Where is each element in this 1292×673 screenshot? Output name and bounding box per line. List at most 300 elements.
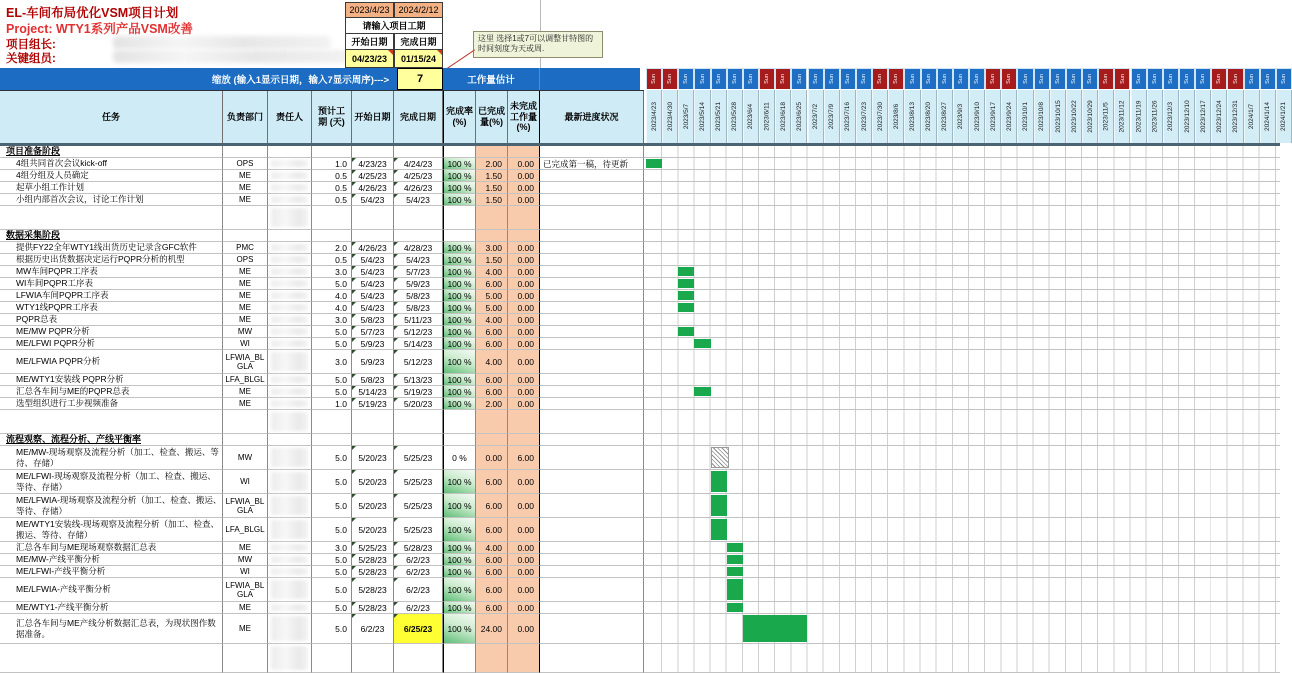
task-name-cell[interactable]: ME/LFWI-产线平衡分析 — [0, 566, 223, 578]
completion-rate-cell[interactable]: 100 % — [443, 554, 476, 566]
remaining-work-cell[interactable]: 0.00 — [508, 338, 540, 350]
task-name-cell[interactable]: 小组内部首次会议，讨论工作计划 — [0, 194, 223, 206]
end-date-input[interactable]: 01/15/24 — [394, 49, 443, 68]
week-date-header[interactable] — [678, 90, 694, 143]
week-day-header[interactable] — [808, 68, 824, 89]
duration-days-cell[interactable]: 3.0 — [312, 542, 352, 554]
responsible-person-cell[interactable] — [268, 434, 312, 446]
gantt-bar[interactable] — [711, 495, 727, 516]
week-day-header[interactable] — [1195, 68, 1211, 89]
week-date-header[interactable] — [1179, 90, 1195, 143]
duration-days-cell[interactable]: 4.0 — [312, 302, 352, 314]
start-date-cell[interactable] — [352, 434, 394, 446]
progress-status-cell[interactable] — [540, 230, 644, 242]
week-date-header[interactable] — [953, 90, 969, 143]
remaining-work-cell[interactable]: 0.00 — [508, 242, 540, 254]
completion-rate-cell[interactable]: 100 % — [443, 614, 476, 644]
task-name-cell[interactable]: 汇总各车间与ME产线分析数据汇总表，为现状图作数据准备。 — [0, 614, 223, 644]
responsible-person-cell[interactable] — [268, 146, 312, 158]
progress-status-cell[interactable] — [540, 326, 644, 338]
department-cell[interactable]: ME — [223, 302, 268, 314]
section-title-cell[interactable]: 项目准备阶段 — [0, 146, 223, 158]
responsible-person-cell[interactable] — [268, 326, 312, 338]
department-cell[interactable] — [223, 206, 268, 230]
completion-rate-cell[interactable] — [443, 434, 476, 446]
progress-status-cell[interactable] — [540, 494, 644, 518]
finish-date-cell[interactable]: 5/25/23 — [394, 518, 443, 542]
week-date-header[interactable] — [1227, 90, 1243, 143]
completed-amount-cell[interactable]: 6.00 — [476, 278, 508, 290]
responsible-person-cell[interactable] — [268, 374, 312, 386]
finish-date-cell[interactable]: 6/2/23 — [394, 578, 443, 602]
responsible-person-cell[interactable] — [268, 518, 312, 542]
start-date-cell[interactable]: 5/4/23 — [352, 302, 394, 314]
remaining-work-cell[interactable]: 0.00 — [508, 386, 540, 398]
completed-amount-cell[interactable]: 3.00 — [476, 242, 508, 254]
responsible-person-cell[interactable] — [268, 644, 312, 673]
start-date-cell[interactable]: 5/4/23 — [352, 266, 394, 278]
remaining-work-cell[interactable]: 0.00 — [508, 614, 540, 644]
week-day-header[interactable] — [1131, 68, 1147, 89]
section-title-cell[interactable]: 数据采集阶段 — [0, 230, 223, 242]
completed-amount-cell[interactable]: 2.00 — [476, 158, 508, 170]
remaining-work-cell[interactable]: 0.00 — [508, 290, 540, 302]
responsible-person-cell[interactable] — [268, 206, 312, 230]
week-date-header[interactable] — [1066, 90, 1082, 143]
week-date-header[interactable] — [872, 90, 888, 143]
finish-date-cell[interactable]: 6/2/23 — [394, 554, 443, 566]
task-name-cell[interactable]: 提供FY22全年WTY1线出货历史记录含GFC软件 — [0, 242, 223, 254]
completion-rate-cell[interactable]: 100 % — [443, 338, 476, 350]
finish-date-cell[interactable]: 6/2/23 — [394, 602, 443, 614]
week-day-header[interactable] — [775, 68, 791, 89]
task-name-cell[interactable]: ME/LFWI-现场观察及流程分析（加工、检查、搬运、等待、存储） — [0, 470, 223, 494]
finish-date-cell[interactable]: 4/24/23 — [394, 158, 443, 170]
gantt-bar[interactable] — [727, 567, 743, 576]
completed-amount-cell[interactable]: 6.00 — [476, 494, 508, 518]
week-day-header[interactable] — [856, 68, 872, 89]
completion-rate-cell[interactable]: 100 % — [443, 542, 476, 554]
department-cell[interactable]: MW — [223, 554, 268, 566]
completion-rate-cell[interactable]: 100 % — [443, 290, 476, 302]
start-date-cell[interactable]: 5/8/23 — [352, 374, 394, 386]
week-day-header[interactable] — [1227, 68, 1243, 89]
task-name-cell[interactable]: ME/LFWI PQPR分析 — [0, 338, 223, 350]
department-cell[interactable]: WI — [223, 338, 268, 350]
completion-rate-cell[interactable]: 100 % — [443, 194, 476, 206]
duration-days-cell[interactable]: 5.0 — [312, 602, 352, 614]
responsible-person-cell[interactable] — [268, 302, 312, 314]
week-date-header[interactable] — [969, 90, 985, 143]
week-date-header[interactable] — [662, 90, 678, 143]
progress-status-cell[interactable] — [540, 302, 644, 314]
progress-status-cell[interactable]: 已完成第一稿，待更新 — [540, 158, 644, 170]
task-name-cell[interactable]: ME/MW-现场观察及流程分析（加工、检查、搬运、等待、存储） — [0, 446, 223, 470]
remaining-work-cell[interactable] — [508, 434, 540, 446]
start-date-cell[interactable]: 4/25/23 — [352, 170, 394, 182]
department-cell[interactable]: ME — [223, 314, 268, 326]
week-day-header[interactable] — [937, 68, 953, 89]
week-day-header[interactable] — [1147, 68, 1163, 89]
completion-rate-cell[interactable]: 100 % — [443, 242, 476, 254]
department-cell[interactable]: ME — [223, 278, 268, 290]
completed-amount-cell[interactable]: 1.50 — [476, 194, 508, 206]
department-cell[interactable]: ME — [223, 170, 268, 182]
duration-days-cell[interactable]: 0.5 — [312, 254, 352, 266]
gantt-bar[interactable] — [727, 579, 743, 600]
completion-rate-cell[interactable]: 100 % — [443, 602, 476, 614]
week-day-header[interactable] — [1001, 68, 1017, 89]
progress-status-cell[interactable] — [540, 554, 644, 566]
finish-date-cell[interactable]: 5/4/23 — [394, 254, 443, 266]
duration-days-cell[interactable] — [312, 230, 352, 242]
week-date-header[interactable] — [1211, 90, 1227, 143]
finish-date-cell[interactable]: 5/25/23 — [394, 446, 443, 470]
finish-date-cell[interactable] — [394, 206, 443, 230]
progress-status-cell[interactable] — [540, 614, 644, 644]
finish-date-cell[interactable]: 5/12/23 — [394, 326, 443, 338]
department-cell[interactable] — [223, 230, 268, 242]
finish-date-cell[interactable]: 5/20/23 — [394, 398, 443, 410]
section-title-cell[interactable]: 流程观察、流程分析、产线平衡率 — [0, 434, 223, 446]
completion-rate-cell[interactable]: 100 % — [443, 266, 476, 278]
finish-date-cell[interactable]: 5/9/23 — [394, 278, 443, 290]
start-date-cell[interactable] — [352, 410, 394, 434]
week-date-header[interactable] — [1163, 90, 1179, 143]
completed-amount-cell[interactable]: 6.00 — [476, 338, 508, 350]
completion-rate-cell[interactable] — [443, 230, 476, 242]
week-day-header[interactable] — [1114, 68, 1130, 89]
remaining-work-cell[interactable]: 0.00 — [508, 278, 540, 290]
project-start-date-cell[interactable]: 2023/4/23 — [345, 2, 394, 18]
department-cell[interactable] — [223, 434, 268, 446]
finish-date-cell[interactable]: 5/14/23 — [394, 338, 443, 350]
department-cell[interactable]: LFWIA_BLGLA — [223, 350, 268, 374]
remaining-work-cell[interactable]: 0.00 — [508, 602, 540, 614]
duration-days-cell[interactable]: 1.0 — [312, 398, 352, 410]
week-day-header[interactable] — [985, 68, 1001, 89]
remaining-work-cell[interactable] — [508, 644, 540, 673]
duration-days-cell[interactable]: 1.0 — [312, 158, 352, 170]
task-name-cell[interactable] — [0, 410, 223, 434]
completed-amount-cell[interactable]: 0.00 — [476, 446, 508, 470]
start-date-cell[interactable]: 4/26/23 — [352, 242, 394, 254]
week-day-header[interactable] — [711, 68, 727, 89]
finish-date-cell[interactable] — [394, 434, 443, 446]
week-day-header[interactable] — [1082, 68, 1098, 89]
week-date-header[interactable] — [743, 90, 759, 143]
remaining-work-cell[interactable]: 0.00 — [508, 374, 540, 386]
start-date-cell[interactable]: 5/28/23 — [352, 566, 394, 578]
start-date-cell[interactable]: 5/4/23 — [352, 254, 394, 266]
week-day-header[interactable] — [1017, 68, 1033, 89]
column-header-1[interactable]: 负责部门 — [223, 91, 268, 143]
completion-rate-cell[interactable] — [443, 410, 476, 434]
week-day-header[interactable] — [662, 68, 678, 89]
finish-date-cell[interactable]: 5/8/23 — [394, 302, 443, 314]
task-name-cell[interactable]: ME/LFWIA-现场观察及流程分析（加工、检查、搬运、等待、存储） — [0, 494, 223, 518]
completion-rate-cell[interactable]: 100 % — [443, 326, 476, 338]
duration-days-cell[interactable]: 4.0 — [312, 290, 352, 302]
week-date-header[interactable] — [694, 90, 710, 143]
completion-rate-cell[interactable] — [443, 206, 476, 230]
week-day-header[interactable] — [1244, 68, 1260, 89]
start-date-cell[interactable]: 5/7/23 — [352, 326, 394, 338]
responsible-person-cell[interactable] — [268, 278, 312, 290]
finish-date-cell[interactable]: 6/25/23 — [394, 614, 443, 644]
responsible-person-cell[interactable] — [268, 290, 312, 302]
department-cell[interactable]: LFWIA_BLGLA — [223, 578, 268, 602]
department-cell[interactable]: LFA_BLGL — [223, 374, 268, 386]
completion-rate-cell[interactable] — [443, 146, 476, 158]
week-day-header[interactable] — [888, 68, 904, 89]
responsible-person-cell[interactable] — [268, 350, 312, 374]
gantt-bar[interactable] — [727, 555, 743, 564]
week-date-header[interactable] — [1260, 90, 1276, 143]
week-day-header[interactable] — [1260, 68, 1276, 89]
department-cell[interactable] — [223, 146, 268, 158]
week-date-header[interactable] — [1244, 90, 1260, 143]
department-cell[interactable]: ME — [223, 266, 268, 278]
progress-status-cell[interactable] — [540, 398, 644, 410]
progress-status-cell[interactable] — [540, 446, 644, 470]
progress-status-cell[interactable] — [540, 566, 644, 578]
responsible-person-cell[interactable] — [268, 614, 312, 644]
completion-rate-cell[interactable]: 100 % — [443, 314, 476, 326]
finish-date-cell[interactable]: 5/11/23 — [394, 314, 443, 326]
task-name-cell[interactable]: 汇总各车间与ME的PQPR总表 — [0, 386, 223, 398]
completed-amount-cell[interactable]: 6.00 — [476, 566, 508, 578]
progress-status-cell[interactable] — [540, 374, 644, 386]
week-date-header[interactable] — [1276, 90, 1292, 143]
completed-amount-cell[interactable]: 6.00 — [476, 470, 508, 494]
week-date-header[interactable] — [791, 90, 807, 143]
start-date-cell[interactable]: 5/4/23 — [352, 290, 394, 302]
completion-rate-cell[interactable]: 100 % — [443, 278, 476, 290]
gantt-bar-incomplete[interactable] — [711, 447, 729, 468]
finish-date-cell[interactable]: 5/13/23 — [394, 374, 443, 386]
week-date-header[interactable] — [1131, 90, 1147, 143]
progress-status-cell[interactable] — [540, 470, 644, 494]
remaining-work-cell[interactable]: 0.00 — [508, 182, 540, 194]
remaining-work-cell[interactable] — [508, 410, 540, 434]
completion-rate-cell[interactable]: 100 % — [443, 302, 476, 314]
completed-amount-cell[interactable]: 4.00 — [476, 266, 508, 278]
progress-status-cell[interactable] — [540, 410, 644, 434]
progress-status-cell[interactable] — [540, 182, 644, 194]
duration-days-cell[interactable]: 5.0 — [312, 578, 352, 602]
zoom-scale-input[interactable]: 7 — [397, 68, 443, 90]
completion-rate-cell[interactable]: 100 % — [443, 170, 476, 182]
start-date-cell[interactable]: 5/4/23 — [352, 278, 394, 290]
remaining-work-cell[interactable]: 0.00 — [508, 158, 540, 170]
duration-days-cell[interactable] — [312, 410, 352, 434]
completed-amount-cell[interactable]: 6.00 — [476, 374, 508, 386]
responsible-person-cell[interactable] — [268, 254, 312, 266]
week-date-header[interactable] — [808, 90, 824, 143]
responsible-person-cell[interactable] — [268, 494, 312, 518]
completed-amount-cell[interactable]: 6.00 — [476, 578, 508, 602]
department-cell[interactable]: WI — [223, 566, 268, 578]
finish-date-cell[interactable]: 5/25/23 — [394, 470, 443, 494]
start-date-cell[interactable]: 5/25/23 — [352, 542, 394, 554]
completed-amount-cell[interactable]: 5.00 — [476, 302, 508, 314]
duration-days-cell[interactable]: 0.5 — [312, 194, 352, 206]
completion-rate-cell[interactable]: 100 % — [443, 374, 476, 386]
department-cell[interactable] — [223, 644, 268, 673]
completed-amount-cell[interactable]: 1.50 — [476, 254, 508, 266]
duration-days-cell[interactable]: 5.0 — [312, 614, 352, 644]
completed-amount-cell[interactable]: 6.00 — [476, 602, 508, 614]
task-name-cell[interactable]: ME/MW PQPR分析 — [0, 326, 223, 338]
department-cell[interactable]: OPS — [223, 254, 268, 266]
department-cell[interactable]: WI — [223, 470, 268, 494]
start-date-cell[interactable]: 5/4/23 — [352, 194, 394, 206]
week-day-header[interactable] — [872, 68, 888, 89]
start-date-cell[interactable] — [352, 230, 394, 242]
completion-rate-cell[interactable]: 100 % — [443, 158, 476, 170]
gantt-bar[interactable] — [678, 327, 694, 336]
week-day-header[interactable] — [1034, 68, 1050, 89]
duration-days-cell[interactable] — [312, 434, 352, 446]
completed-amount-cell[interactable]: 4.00 — [476, 314, 508, 326]
finish-date-cell[interactable] — [394, 644, 443, 673]
task-name-cell[interactable]: WI车间PQPR工序表 — [0, 278, 223, 290]
start-date-cell[interactable]: 5/20/23 — [352, 494, 394, 518]
department-cell[interactable]: ME — [223, 386, 268, 398]
week-day-header[interactable] — [1098, 68, 1114, 89]
column-header-9[interactable]: 最新进度状况 — [540, 91, 644, 143]
progress-status-cell[interactable] — [540, 314, 644, 326]
remaining-work-cell[interactable]: 0.00 — [508, 542, 540, 554]
remaining-work-cell[interactable]: 0.00 — [508, 314, 540, 326]
task-name-cell[interactable] — [0, 206, 223, 230]
week-date-header[interactable] — [921, 90, 937, 143]
week-date-header[interactable] — [888, 90, 904, 143]
task-name-cell[interactable]: LFWIA车间PQPR工序表 — [0, 290, 223, 302]
week-day-header[interactable] — [824, 68, 840, 89]
completion-rate-cell[interactable]: 100 % — [443, 350, 476, 374]
week-date-header[interactable] — [1050, 90, 1066, 143]
remaining-work-cell[interactable] — [508, 146, 540, 158]
duration-days-cell[interactable] — [312, 644, 352, 673]
week-day-header[interactable] — [969, 68, 985, 89]
remaining-work-cell[interactable]: 0.00 — [508, 470, 540, 494]
week-day-header[interactable] — [1276, 68, 1292, 89]
completed-amount-cell[interactable]: 1.50 — [476, 170, 508, 182]
remaining-work-cell[interactable]: 0.00 — [508, 518, 540, 542]
responsible-person-cell[interactable] — [268, 398, 312, 410]
week-date-header[interactable] — [1017, 90, 1033, 143]
duration-days-cell[interactable]: 5.0 — [312, 446, 352, 470]
department-cell[interactable]: PMC — [223, 242, 268, 254]
start-date-cell[interactable]: 5/9/23 — [352, 338, 394, 350]
week-day-header[interactable] — [953, 68, 969, 89]
progress-status-cell[interactable] — [540, 194, 644, 206]
project-end-date-cell[interactable]: 2024/2/12 — [394, 2, 443, 18]
responsible-person-cell[interactable] — [268, 158, 312, 170]
progress-status-cell[interactable] — [540, 266, 644, 278]
responsible-person-cell[interactable] — [268, 266, 312, 278]
task-name-cell[interactable]: ME/WTY1安装线 PQPR分析 — [0, 374, 223, 386]
progress-status-cell[interactable] — [540, 386, 644, 398]
completion-rate-cell[interactable]: 100 % — [443, 518, 476, 542]
duration-days-cell[interactable]: 2.0 — [312, 242, 352, 254]
responsible-person-cell[interactable] — [268, 170, 312, 182]
week-day-header[interactable] — [694, 68, 710, 89]
responsible-person-cell[interactable] — [268, 542, 312, 554]
department-cell[interactable]: ME — [223, 542, 268, 554]
task-name-cell[interactable]: 汇总各车间与ME现场观察数据汇总表 — [0, 542, 223, 554]
week-day-header[interactable] — [791, 68, 807, 89]
progress-status-cell[interactable] — [540, 602, 644, 614]
start-date-cell[interactable]: 5/20/23 — [352, 470, 394, 494]
column-header-2[interactable]: 责任人 — [268, 91, 312, 143]
completion-rate-cell[interactable]: 0 % — [443, 446, 476, 470]
week-date-header[interactable] — [711, 90, 727, 143]
responsible-person-cell[interactable] — [268, 314, 312, 326]
duration-days-cell[interactable]: 5.0 — [312, 554, 352, 566]
gantt-bar[interactable] — [743, 615, 808, 642]
gantt-bar[interactable] — [694, 387, 710, 396]
completed-amount-cell[interactable] — [476, 434, 508, 446]
duration-days-cell[interactable]: 5.0 — [312, 374, 352, 386]
finish-date-cell[interactable] — [394, 410, 443, 434]
finish-date-cell[interactable]: 5/12/23 — [394, 350, 443, 374]
week-day-header[interactable] — [743, 68, 759, 89]
week-date-header[interactable] — [1082, 90, 1098, 143]
completion-rate-cell[interactable]: 100 % — [443, 398, 476, 410]
progress-status-cell[interactable] — [540, 206, 644, 230]
task-name-cell[interactable]: PQPR总表 — [0, 314, 223, 326]
responsible-person-cell[interactable] — [268, 470, 312, 494]
progress-status-cell[interactable] — [540, 146, 644, 158]
duration-days-cell[interactable]: 0.5 — [312, 170, 352, 182]
duration-days-cell[interactable]: 5.0 — [312, 518, 352, 542]
progress-status-cell[interactable] — [540, 578, 644, 602]
department-cell[interactable]: ME — [223, 614, 268, 644]
start-date-cell[interactable] — [352, 206, 394, 230]
start-date-cell[interactable] — [352, 146, 394, 158]
duration-days-cell[interactable]: 3.0 — [312, 266, 352, 278]
week-day-header[interactable] — [921, 68, 937, 89]
completion-rate-cell[interactable]: 100 % — [443, 254, 476, 266]
week-day-header[interactable] — [646, 68, 662, 89]
duration-days-cell[interactable] — [312, 146, 352, 158]
department-cell[interactable]: ME — [223, 194, 268, 206]
column-header-8[interactable]: 未完成工作量(%) — [508, 91, 540, 143]
task-name-cell[interactable]: ME/LFWIA-产线平衡分析 — [0, 578, 223, 602]
remaining-work-cell[interactable] — [508, 206, 540, 230]
completed-amount-cell[interactable]: 24.00 — [476, 614, 508, 644]
responsible-person-cell[interactable] — [268, 446, 312, 470]
week-date-header[interactable] — [1195, 90, 1211, 143]
department-cell[interactable]: LFWIA_BLGLA — [223, 494, 268, 518]
completed-amount-cell[interactable]: 5.00 — [476, 290, 508, 302]
responsible-person-cell[interactable] — [268, 554, 312, 566]
week-date-header[interactable] — [1034, 90, 1050, 143]
gantt-bar[interactable] — [694, 339, 710, 348]
progress-status-cell[interactable] — [540, 644, 644, 673]
week-date-header[interactable] — [1001, 90, 1017, 143]
remaining-work-cell[interactable]: 0.00 — [508, 266, 540, 278]
remaining-work-cell[interactable]: 0.00 — [508, 254, 540, 266]
progress-status-cell[interactable] — [540, 242, 644, 254]
duration-days-cell[interactable]: 5.0 — [312, 494, 352, 518]
gantt-bar[interactable] — [727, 603, 743, 612]
duration-days-cell[interactable]: 5.0 — [312, 566, 352, 578]
week-day-header[interactable] — [840, 68, 856, 89]
